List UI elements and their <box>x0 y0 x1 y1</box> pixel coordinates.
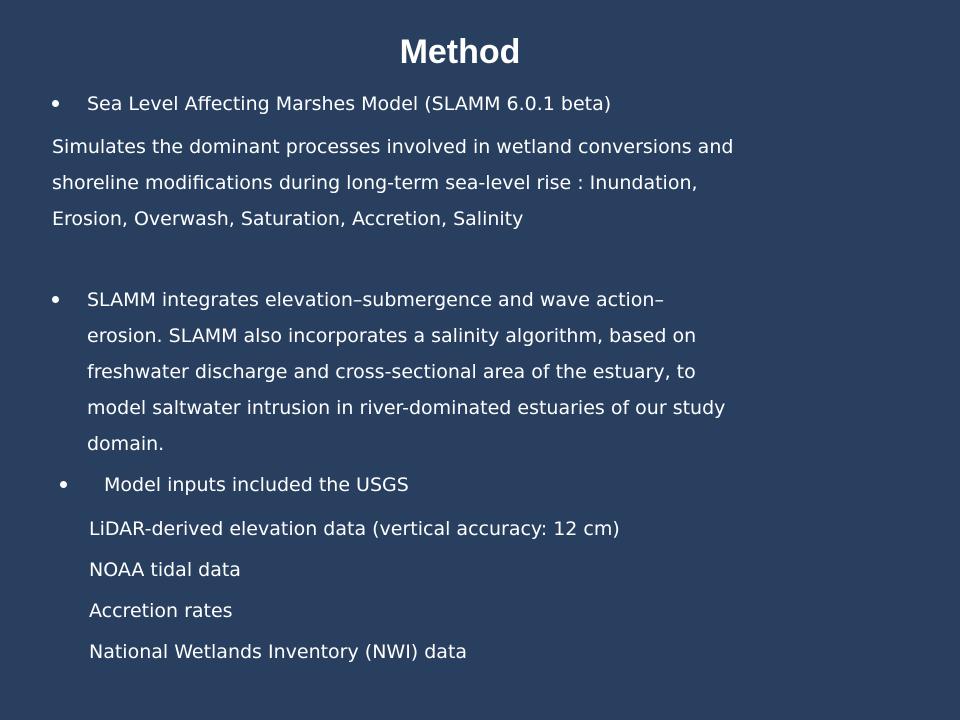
slide-title: Method <box>399 33 521 71</box>
bullet-slamm-integrates-line: SLAMM integrates elevation–submergence and wave action– <box>87 289 664 311</box>
bullet-slamm-integrates-line: model saltwater intrusion in river-dominated estuaries of our study <box>87 397 726 419</box>
bullet-slamm-integrates-line: freshwater discharge and cross-sectional area of the estuary, to <box>87 361 696 383</box>
input-lidar: LiDAR-derived elevation data (vertical accuracy: 12 cm) <box>89 518 620 540</box>
bullet-dot-icon <box>52 100 59 107</box>
input-nwi: National Wetlands Inventory (NWI) data <box>89 641 468 663</box>
bullet-dot-icon <box>60 481 67 488</box>
bullet-model-inputs: Model inputs included the USGS <box>104 474 409 496</box>
paragraph-line: shoreline modifications during long-term sea-level rise : Inundation, <box>52 172 698 194</box>
paragraph-line: Simulates the dominant processes involved in wetland conversions and <box>52 136 734 158</box>
input-noaa: NOAA tidal data <box>89 559 241 581</box>
bullet-slamm-integrates-line: domain. <box>87 433 165 455</box>
input-accretion: Accretion rates <box>89 600 233 622</box>
paragraph-line: Erosion, Overwash, Saturation, Accretion, Salinity <box>52 208 524 230</box>
bullet-slamm-integrates-line: erosion. SLAMM also incorporates a salinity algorithm, based on <box>87 325 697 347</box>
bullet-dot-icon <box>52 296 59 303</box>
bullet-sea-level-model: Sea Level Affecting Marshes Model (SLAMM 6.0.1 beta) <box>87 93 612 115</box>
